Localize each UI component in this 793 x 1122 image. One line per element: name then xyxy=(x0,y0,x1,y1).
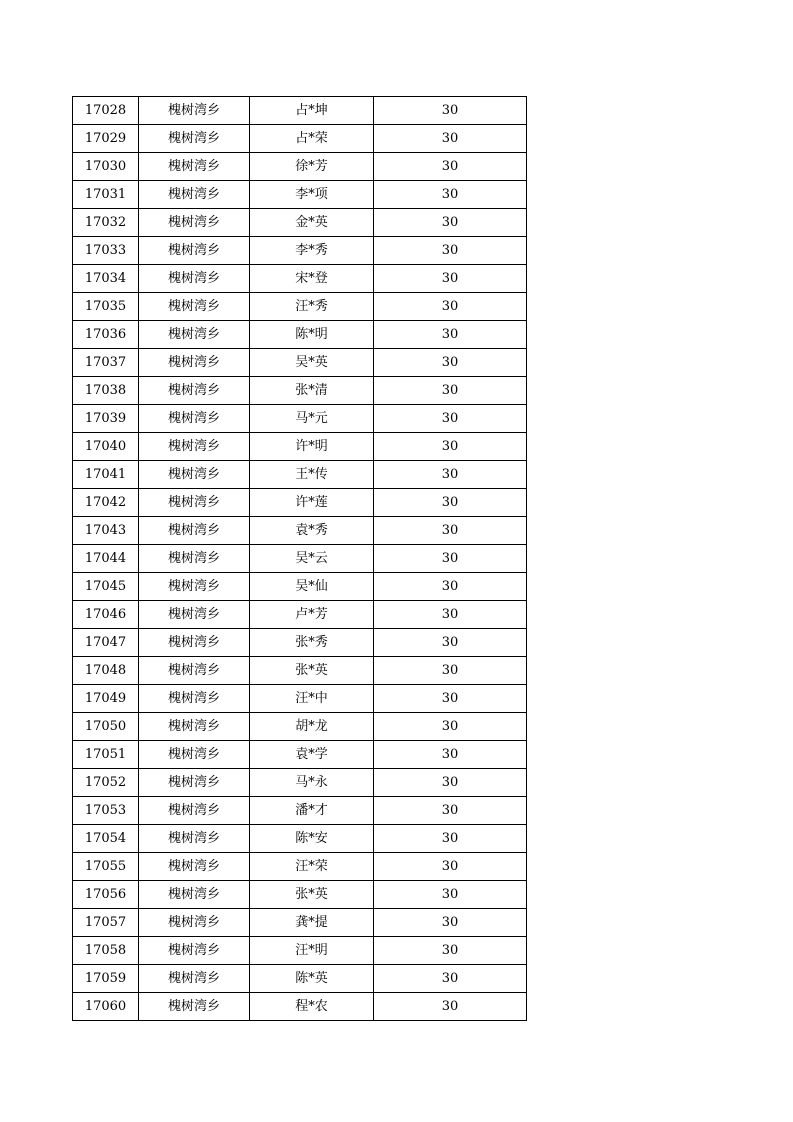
id-cell: 17057 xyxy=(73,909,139,937)
name-cell: 龚*提 xyxy=(250,909,374,937)
amount-cell: 30 xyxy=(374,433,527,461)
amount-cell: 30 xyxy=(374,601,527,629)
table-row xyxy=(73,461,527,489)
township-cell: 槐树湾乡 xyxy=(139,909,250,937)
amount-cell: 30 xyxy=(374,881,527,909)
township-cell: 槐树湾乡 xyxy=(139,293,250,321)
table-row xyxy=(73,265,527,293)
id-cell: 17029 xyxy=(73,125,139,153)
id-cell: 17039 xyxy=(73,405,139,433)
amount-cell: 30 xyxy=(374,349,527,377)
id-cell: 17058 xyxy=(73,937,139,965)
id-cell: 17028 xyxy=(73,97,139,125)
table-row xyxy=(73,629,527,657)
name-cell: 王*传 xyxy=(250,461,374,489)
amount-cell: 30 xyxy=(374,657,527,685)
data-table xyxy=(72,96,527,1021)
amount-cell: 30 xyxy=(374,909,527,937)
id-cell: 17054 xyxy=(73,825,139,853)
id-cell: 17036 xyxy=(73,321,139,349)
amount-cell: 30 xyxy=(374,97,527,125)
township-cell: 槐树湾乡 xyxy=(139,461,250,489)
table-row xyxy=(73,153,527,181)
id-cell: 17051 xyxy=(73,741,139,769)
name-cell: 张*英 xyxy=(250,881,374,909)
name-cell: 马*元 xyxy=(250,405,374,433)
township-cell: 槐树湾乡 xyxy=(139,153,250,181)
amount-cell: 30 xyxy=(374,265,527,293)
name-cell: 许*莲 xyxy=(250,489,374,517)
amount-cell: 30 xyxy=(374,125,527,153)
amount-cell: 30 xyxy=(374,181,527,209)
township-cell: 槐树湾乡 xyxy=(139,489,250,517)
name-cell: 陈*明 xyxy=(250,321,374,349)
amount-cell: 30 xyxy=(374,517,527,545)
amount-cell: 30 xyxy=(374,713,527,741)
table-row xyxy=(73,741,527,769)
name-cell: 徐*芳 xyxy=(250,153,374,181)
id-cell: 17035 xyxy=(73,293,139,321)
id-cell: 17050 xyxy=(73,713,139,741)
table-row xyxy=(73,97,527,125)
amount-cell: 30 xyxy=(374,769,527,797)
township-cell: 槐树湾乡 xyxy=(139,713,250,741)
name-cell: 占*坤 xyxy=(250,97,374,125)
table-row xyxy=(73,573,527,601)
table-row xyxy=(73,321,527,349)
township-cell: 槐树湾乡 xyxy=(139,853,250,881)
name-cell: 汪*中 xyxy=(250,685,374,713)
amount-cell: 30 xyxy=(374,237,527,265)
name-cell: 汪*荣 xyxy=(250,853,374,881)
name-cell: 吴*英 xyxy=(250,349,374,377)
township-cell: 槐树湾乡 xyxy=(139,937,250,965)
township-cell: 槐树湾乡 xyxy=(139,657,250,685)
id-cell: 17045 xyxy=(73,573,139,601)
amount-cell: 30 xyxy=(374,293,527,321)
township-cell: 槐树湾乡 xyxy=(139,125,250,153)
data-table-body xyxy=(73,97,527,1021)
amount-cell: 30 xyxy=(374,741,527,769)
name-cell: 袁*秀 xyxy=(250,517,374,545)
id-cell: 17049 xyxy=(73,685,139,713)
amount-cell: 30 xyxy=(374,153,527,181)
township-cell: 槐树湾乡 xyxy=(139,545,250,573)
name-cell: 李*秀 xyxy=(250,237,374,265)
township-cell: 槐树湾乡 xyxy=(139,629,250,657)
township-cell: 槐树湾乡 xyxy=(139,265,250,293)
id-cell: 17034 xyxy=(73,265,139,293)
name-cell: 张*英 xyxy=(250,657,374,685)
name-cell: 程*农 xyxy=(250,993,374,1021)
id-cell: 17047 xyxy=(73,629,139,657)
table-row xyxy=(73,125,527,153)
name-cell: 卢*芳 xyxy=(250,601,374,629)
name-cell: 李*项 xyxy=(250,181,374,209)
name-cell: 汪*明 xyxy=(250,937,374,965)
table-row xyxy=(73,797,527,825)
name-cell: 张*秀 xyxy=(250,629,374,657)
id-cell: 17059 xyxy=(73,965,139,993)
township-cell: 槐树湾乡 xyxy=(139,993,250,1021)
name-cell: 许*明 xyxy=(250,433,374,461)
id-cell: 17055 xyxy=(73,853,139,881)
township-cell: 槐树湾乡 xyxy=(139,181,250,209)
name-cell: 汪*秀 xyxy=(250,293,374,321)
name-cell: 胡*龙 xyxy=(250,713,374,741)
amount-cell: 30 xyxy=(374,209,527,237)
amount-cell: 30 xyxy=(374,377,527,405)
table-row xyxy=(73,825,527,853)
id-cell: 17044 xyxy=(73,545,139,573)
table-row xyxy=(73,937,527,965)
table-row xyxy=(73,881,527,909)
table-row xyxy=(73,377,527,405)
table-row xyxy=(73,489,527,517)
amount-cell: 30 xyxy=(374,685,527,713)
name-cell: 金*英 xyxy=(250,209,374,237)
table-row xyxy=(73,713,527,741)
table-row xyxy=(73,405,527,433)
name-cell: 陈*安 xyxy=(250,825,374,853)
amount-cell: 30 xyxy=(374,405,527,433)
name-cell: 潘*才 xyxy=(250,797,374,825)
township-cell: 槐树湾乡 xyxy=(139,601,250,629)
table-row xyxy=(73,517,527,545)
amount-cell: 30 xyxy=(374,461,527,489)
table-row xyxy=(73,349,527,377)
township-cell: 槐树湾乡 xyxy=(139,209,250,237)
id-cell: 17052 xyxy=(73,769,139,797)
table-row xyxy=(73,685,527,713)
township-cell: 槐树湾乡 xyxy=(139,97,250,125)
table-row xyxy=(73,433,527,461)
amount-cell: 30 xyxy=(374,629,527,657)
id-cell: 17056 xyxy=(73,881,139,909)
name-cell: 吴*云 xyxy=(250,545,374,573)
table-row xyxy=(73,909,527,937)
amount-cell: 30 xyxy=(374,937,527,965)
township-cell: 槐树湾乡 xyxy=(139,741,250,769)
township-cell: 槐树湾乡 xyxy=(139,965,250,993)
name-cell: 占*荣 xyxy=(250,125,374,153)
id-cell: 17040 xyxy=(73,433,139,461)
table-row xyxy=(73,853,527,881)
name-cell: 张*清 xyxy=(250,377,374,405)
amount-cell: 30 xyxy=(374,965,527,993)
id-cell: 17030 xyxy=(73,153,139,181)
id-cell: 17038 xyxy=(73,377,139,405)
township-cell: 槐树湾乡 xyxy=(139,349,250,377)
table-row xyxy=(73,965,527,993)
township-cell: 槐树湾乡 xyxy=(139,517,250,545)
table-row xyxy=(73,601,527,629)
township-cell: 槐树湾乡 xyxy=(139,405,250,433)
table-row xyxy=(73,293,527,321)
township-cell: 槐树湾乡 xyxy=(139,769,250,797)
id-cell: 17042 xyxy=(73,489,139,517)
id-cell: 17046 xyxy=(73,601,139,629)
township-cell: 槐树湾乡 xyxy=(139,685,250,713)
table-row xyxy=(73,993,527,1021)
table-row xyxy=(73,545,527,573)
table-row xyxy=(73,657,527,685)
name-cell: 陈*英 xyxy=(250,965,374,993)
amount-cell: 30 xyxy=(374,853,527,881)
amount-cell: 30 xyxy=(374,321,527,349)
amount-cell: 30 xyxy=(374,489,527,517)
amount-cell: 30 xyxy=(374,545,527,573)
table-row xyxy=(73,209,527,237)
id-cell: 17060 xyxy=(73,993,139,1021)
township-cell: 槐树湾乡 xyxy=(139,377,250,405)
table-row xyxy=(73,769,527,797)
amount-cell: 30 xyxy=(374,797,527,825)
id-cell: 17033 xyxy=(73,237,139,265)
name-cell: 吴*仙 xyxy=(250,573,374,601)
id-cell: 17043 xyxy=(73,517,139,545)
name-cell: 袁*学 xyxy=(250,741,374,769)
id-cell: 17041 xyxy=(73,461,139,489)
township-cell: 槐树湾乡 xyxy=(139,573,250,601)
name-cell: 马*永 xyxy=(250,769,374,797)
amount-cell: 30 xyxy=(374,573,527,601)
table-row xyxy=(73,237,527,265)
id-cell: 17032 xyxy=(73,209,139,237)
township-cell: 槐树湾乡 xyxy=(139,825,250,853)
township-cell: 槐树湾乡 xyxy=(139,797,250,825)
id-cell: 17048 xyxy=(73,657,139,685)
id-cell: 17037 xyxy=(73,349,139,377)
township-cell: 槐树湾乡 xyxy=(139,433,250,461)
township-cell: 槐树湾乡 xyxy=(139,237,250,265)
township-cell: 槐树湾乡 xyxy=(139,321,250,349)
amount-cell: 30 xyxy=(374,993,527,1021)
township-cell: 槐树湾乡 xyxy=(139,881,250,909)
amount-cell: 30 xyxy=(374,825,527,853)
table-row xyxy=(73,181,527,209)
name-cell: 宋*登 xyxy=(250,265,374,293)
id-cell: 17053 xyxy=(73,797,139,825)
id-cell: 17031 xyxy=(73,181,139,209)
